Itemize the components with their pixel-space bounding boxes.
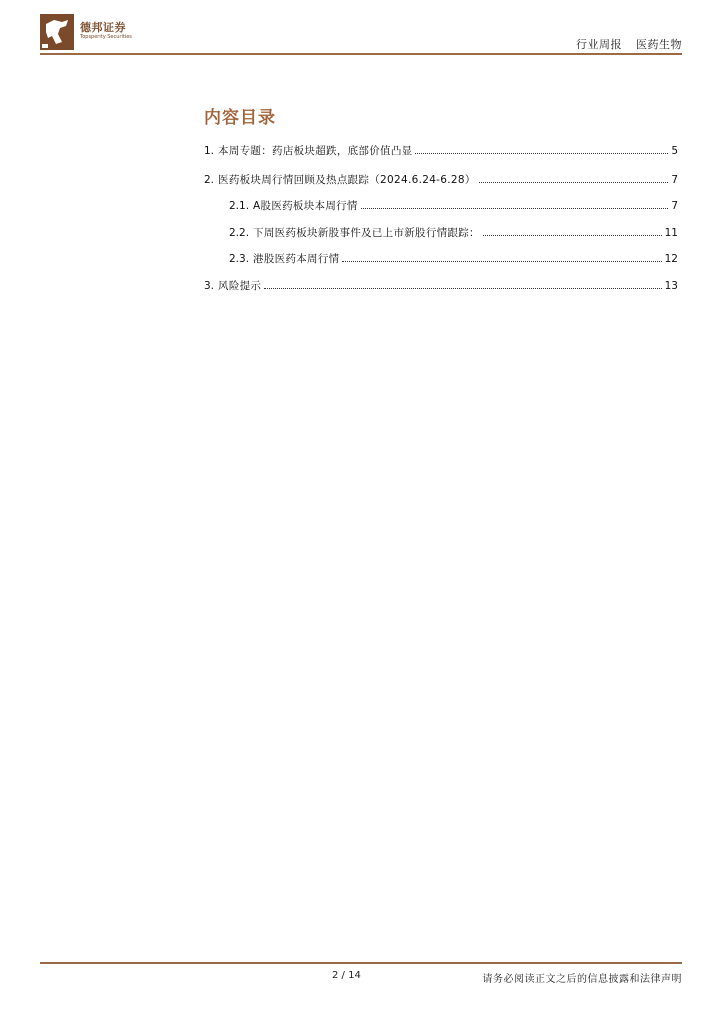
toc-leader-dots (361, 208, 669, 209)
report-type-label: 行业周报 (576, 38, 622, 51)
toc-entry-text: 本周专题：药店板块超跌，底部价值凸显 (218, 145, 413, 157)
toc-entry-page: 13 (664, 280, 678, 292)
footer-divider (40, 962, 682, 964)
page-header (0, 0, 724, 60)
company-logo (40, 14, 180, 50)
toc-leader-dots (342, 261, 661, 262)
page-indicator: 2 / 14 (332, 970, 361, 981)
toc-entry-number: 2.1. (229, 200, 250, 212)
toc-leader-dots (264, 288, 661, 289)
logo-english-name: Topsperity Securities (80, 34, 132, 40)
toc-entry-text: 医药板块周行情回顾及热点跟踪（2024.6.24-6.28） (218, 174, 476, 186)
toc-entry-text: 下周医药板块新股事件及已上市新股行情跟踪： (253, 227, 480, 239)
toc-entry-page: 7 (671, 200, 678, 212)
toc-entry[interactable] (204, 172, 678, 190)
header-divider (40, 53, 682, 55)
toc-entry-number: 2. (204, 174, 215, 186)
toc-leader-dots (479, 182, 669, 183)
toc-leader-dots (483, 235, 662, 236)
toc-entry-number: 2.2. (229, 227, 250, 239)
toc-entry[interactable] (204, 278, 678, 296)
toc-entry-text: A股医药板块本周行情 (253, 200, 358, 212)
toc-entry-number: 3. (204, 280, 215, 292)
toc-entry-page: 5 (671, 145, 678, 157)
header-labels (566, 36, 682, 52)
sector-label: 医药生物 (636, 38, 682, 51)
toc-entry-page: 12 (664, 253, 678, 265)
toc-entry-number: 1. (204, 145, 215, 157)
toc-entry-number: 2.3. (229, 253, 250, 265)
toc-entry-page: 11 (664, 227, 678, 239)
toc-entry[interactable] (229, 225, 678, 243)
toc-entry-page: 7 (671, 174, 678, 186)
toc-title: 内容目录 (204, 108, 276, 128)
toc-entry[interactable] (229, 198, 678, 216)
logo-mark-icon (40, 14, 74, 50)
toc-entry-text: 港股医药本周行情 (253, 253, 340, 265)
toc-entry[interactable] (229, 251, 678, 269)
disclaimer-note: 请务必阅读正文之后的信息披露和法律声明 (482, 974, 682, 985)
toc-leader-dots (415, 153, 668, 154)
logo-chinese-name: 德邦证券 (80, 21, 126, 34)
toc-entry[interactable] (204, 143, 678, 161)
toc-entry-text: 风险提示 (218, 280, 262, 292)
